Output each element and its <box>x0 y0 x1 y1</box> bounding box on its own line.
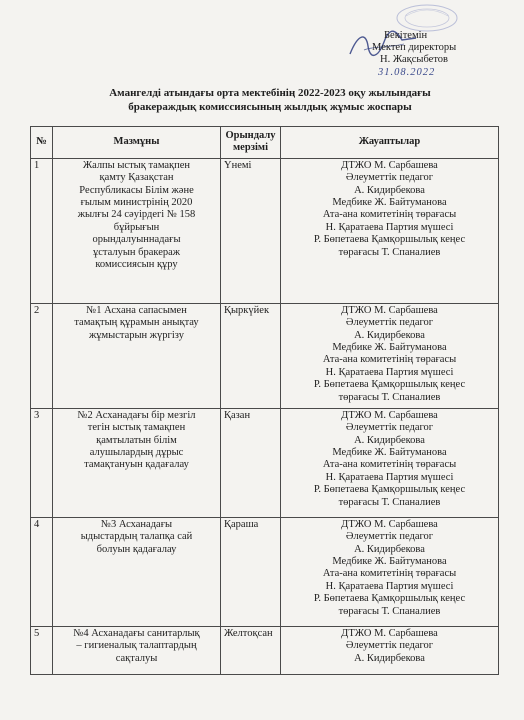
responsible-line: төрағасы Т. Спаналиев <box>338 496 441 508</box>
row-content <box>53 303 221 408</box>
responsible-line: төрағасы Т. Спаналиев <box>338 605 441 617</box>
header-number: № <box>31 127 53 159</box>
content-line: Жалпы ыстық тамақпен <box>82 159 191 171</box>
row-content <box>53 626 221 674</box>
responsible-line: ДТЖО М. Сарбашева <box>341 518 438 530</box>
row-responsible <box>281 517 499 626</box>
responsible-line: Әлеуметтік педагог <box>345 531 434 543</box>
row-deadline: Қыркүйек <box>221 303 281 408</box>
row-responsible <box>281 626 499 674</box>
row-content <box>53 408 221 517</box>
responsible-line: Н. Қаратаева Партия мүшесі <box>325 366 454 378</box>
responsible-line: Ата-ана комитетінің төрағасы <box>322 568 457 580</box>
responsible-line: Н. Қаратаева Партия мүшесі <box>325 471 454 483</box>
row-deadline: Қараша <box>221 517 281 626</box>
content-line: жұмыстарын жүргізу <box>89 329 184 341</box>
content-line: №3 Асханадағы <box>100 518 173 530</box>
content-line: тегін ыстық тамақпен <box>87 422 186 434</box>
content-line: тамақтың құрамын анықтау <box>74 317 199 329</box>
responsible-line: Медбике Ж. Байтуманова <box>332 342 447 354</box>
title-line-2: бракераждық комиссиясының жылдық жұмыс жоспары <box>128 101 412 113</box>
responsible-line: Н. Қаратаева Партия мүшесі <box>325 221 454 233</box>
responsible-line: Ата-ана комитетінің төрағасы <box>322 459 457 471</box>
responsible-line: Әлеуметтік педагог <box>345 317 434 329</box>
responsible-line: төрағасы Т. Спаналиев <box>338 246 441 258</box>
responsible-line: А. Кидирбекова <box>354 184 425 196</box>
approval-position: Мектеп директоры <box>372 42 457 53</box>
responsible-line: Медбике Ж. Байтуманова <box>332 197 447 209</box>
content-line: комиссиясын құру <box>95 259 178 271</box>
table-header-row <box>31 127 499 159</box>
table-row <box>31 408 499 517</box>
content-line: №2 Асханадағы бір мезгіл <box>77 409 196 421</box>
responsible-line: Медбике Ж. Байтуманова <box>332 556 447 568</box>
responsible-line: Ата-ана комитетінің төрағасы <box>322 209 457 221</box>
responsible-line: Әлеуметтік педагог <box>345 640 434 652</box>
row-deadline: Желтоқсан <box>221 626 281 674</box>
responsible-line: ДТЖО М. Сарбашева <box>341 304 438 316</box>
row-number: 1 <box>31 158 53 303</box>
table-row <box>31 626 499 674</box>
responsible-line: А. Кидирбекова <box>354 652 425 664</box>
approval-director-name: Н. Жақсыбетов <box>380 54 448 65</box>
responsible-line: төрағасы Т. Спаналиев <box>338 391 441 403</box>
responsible-line: Ата-ана комитетінің төрағасы <box>322 354 457 366</box>
table-row <box>31 517 499 626</box>
header-deadline <box>221 127 281 159</box>
content-line: ыдыстардың талапқа сай <box>80 531 193 543</box>
responsible-line: Әлеуметтік педагог <box>345 422 434 434</box>
responsible-line: Медбике Ж. Байтуманова <box>332 447 447 459</box>
responsible-line: Р. Бөпетаева Қамқоршылық кеңес <box>313 379 466 391</box>
content-line: қамтылатын білім <box>96 434 177 446</box>
row-content <box>53 517 221 626</box>
row-number: 4 <box>31 517 53 626</box>
row-deadline: Үнемі <box>221 158 281 303</box>
responsible-line: Р. Бөпетаева Қамқоршылық кеңес <box>313 593 466 605</box>
title-line-1: Амангелді атындағы орта мектебінің 2022-2023 оқу жылындағы <box>109 87 431 99</box>
content-line: №1 Асхана сапасымен <box>86 304 187 316</box>
row-number: 5 <box>31 626 53 674</box>
table-row <box>31 158 499 303</box>
content-line: болуын қадағалау <box>96 543 177 555</box>
content-line: Республикасы Білім және <box>79 184 194 196</box>
content-line: – гигиеналық талаптардың <box>76 640 197 652</box>
row-responsible <box>281 408 499 517</box>
content-line: жылғы 24 сәуірдегі № 158 <box>77 209 196 221</box>
responsible-line: А. Кидирбекова <box>354 329 425 341</box>
content-line: №4 Асханадағы санитарлық <box>73 627 200 639</box>
content-line: сақталуы <box>115 652 158 664</box>
content-line: орындалуыннадағы <box>92 234 181 246</box>
header-deadline-line-2: мерзімі <box>233 142 268 154</box>
responsible-line: А. Кидирбекова <box>354 543 425 555</box>
document-title <box>60 86 480 114</box>
content-line: қамту Қазақстан <box>99 172 174 184</box>
responsible-line: ДТЖО М. Сарбашева <box>341 409 438 421</box>
header-responsible: Жауаптылар <box>281 127 499 159</box>
table-row <box>31 303 499 408</box>
responsible-line: Р. Бөпетаева Қамқоршылық кеңес <box>313 234 466 246</box>
responsible-line: ДТЖО М. Сарбашева <box>341 627 438 639</box>
content-line: ғылым министрінің 2020 <box>80 197 193 209</box>
row-number: 2 <box>31 303 53 408</box>
responsible-line: ДТЖО М. Сарбашева <box>341 159 438 171</box>
responsible-line: А. Кидирбекова <box>354 434 425 446</box>
content-line: тамақтануын қадағалау <box>84 459 189 471</box>
row-content <box>53 158 221 303</box>
row-number: 3 <box>31 408 53 517</box>
responsible-line: Н. Қаратаева Партия мүшесі <box>325 580 454 592</box>
row-responsible <box>281 303 499 408</box>
row-deadline: Қазан <box>221 408 281 517</box>
header-content: Мазмұны <box>53 127 221 159</box>
responsible-line: Р. Бөпетаева Қамқоршылық кеңес <box>313 484 466 496</box>
row-responsible <box>281 158 499 303</box>
approval-approve-word: Бекітемін <box>384 30 428 41</box>
content-line: ұсталуын бракераж <box>92 246 181 258</box>
header-deadline-line-1: Орындалу <box>225 130 276 141</box>
approval-date: 31.08.2022 <box>378 67 436 78</box>
approval-block <box>372 30 456 79</box>
content-line: алушылардың дұрыс <box>89 447 184 459</box>
content-line: бұйрығын <box>113 221 160 233</box>
work-plan-table <box>30 126 499 675</box>
responsible-line: Әлеуметтік педагог <box>345 172 434 184</box>
